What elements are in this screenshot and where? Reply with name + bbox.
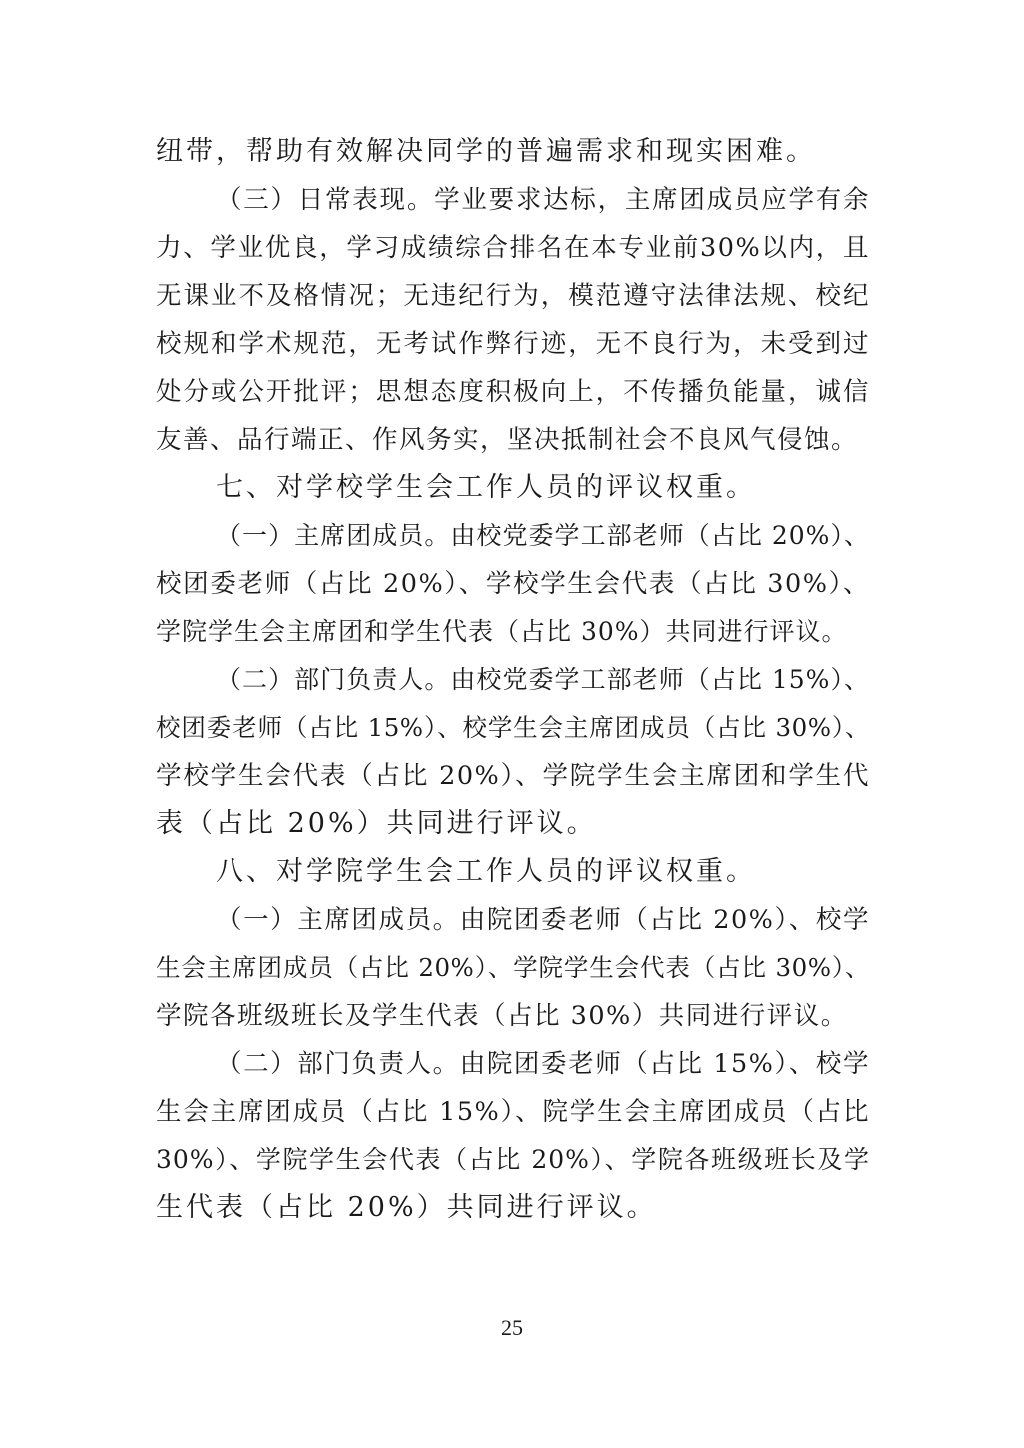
page-number: 25 <box>501 1315 523 1340</box>
text-line: 无课业不及格情况；无违纪行为，模范遵守法律法规、校纪 <box>156 281 870 311</box>
text-line: 纽带，帮助有效解决同学的普遍需求和现实困难。 <box>156 136 816 167</box>
text-line: 学校学生会代表（占比 20%）、学院学生会主席团和学生代 <box>156 761 870 791</box>
text-line: 校团委老师（占比 20%）、学校学生会代表（占比 30%）、 <box>156 569 870 599</box>
text-line: 表（占比 20%）共同进行评议。 <box>156 808 597 839</box>
text-line: （二）部门负责人。由校党委学工部老师（占比 15%）、 <box>216 665 870 694</box>
text-line: 力、学业优良，学习成绩综合排名在本专业前30%以内，且 <box>156 233 870 263</box>
text-line: （二）部门负责人。由院团委老师（占比 15%）、校学 <box>216 1049 870 1079</box>
text-line: 学院各班级班长及学生代表（占比 30%）共同进行评议。 <box>156 1001 848 1031</box>
document-body <box>156 128 870 1232</box>
text-line: 30%）、学院学生会代表（占比 20%）、学院各班级班长及学 <box>156 1145 870 1174</box>
text-line: 生代表（占比 20%）共同进行评议。 <box>156 1192 657 1223</box>
text-line: 处分或公开批评；思想态度积极向上，不传播负能量，诚信 <box>156 377 870 407</box>
text-line: 生会主席团成员（占比 15%）、院学生会主席团成员（占比 <box>156 1097 870 1127</box>
text-line: （一）主席团成员。由校党委学工部老师（占比 20%）、 <box>216 521 870 550</box>
text-line: （三）日常表现。学业要求达标，主席团成员应学有余 <box>216 185 870 215</box>
text-line: 友善、品行端正、作风务实，坚决抵制社会不良风气侵蚀。 <box>156 425 859 455</box>
text-line: 校团委老师（占比 15%）、校学生会主席团成员（占比 30%）、 <box>156 713 870 742</box>
text-line: 校规和学术规范，无考试作弊行迹，无不良行为，未受到过 <box>156 329 870 359</box>
text-line: 七、对学校学生会工作人员的评议权重。 <box>216 472 756 503</box>
text-line: 八、对学院学生会工作人员的评议权重。 <box>216 856 756 887</box>
text-line: 生会主席团成员（占比 20%）、学院学生会代表（占比 30%）、 <box>156 953 870 982</box>
text-line: （一）主席团成员。由院团委老师（占比 20%）、校学 <box>216 905 870 935</box>
text-line: 学院学生会主席团和学生代表（占比 30%）共同进行评议。 <box>156 617 848 646</box>
